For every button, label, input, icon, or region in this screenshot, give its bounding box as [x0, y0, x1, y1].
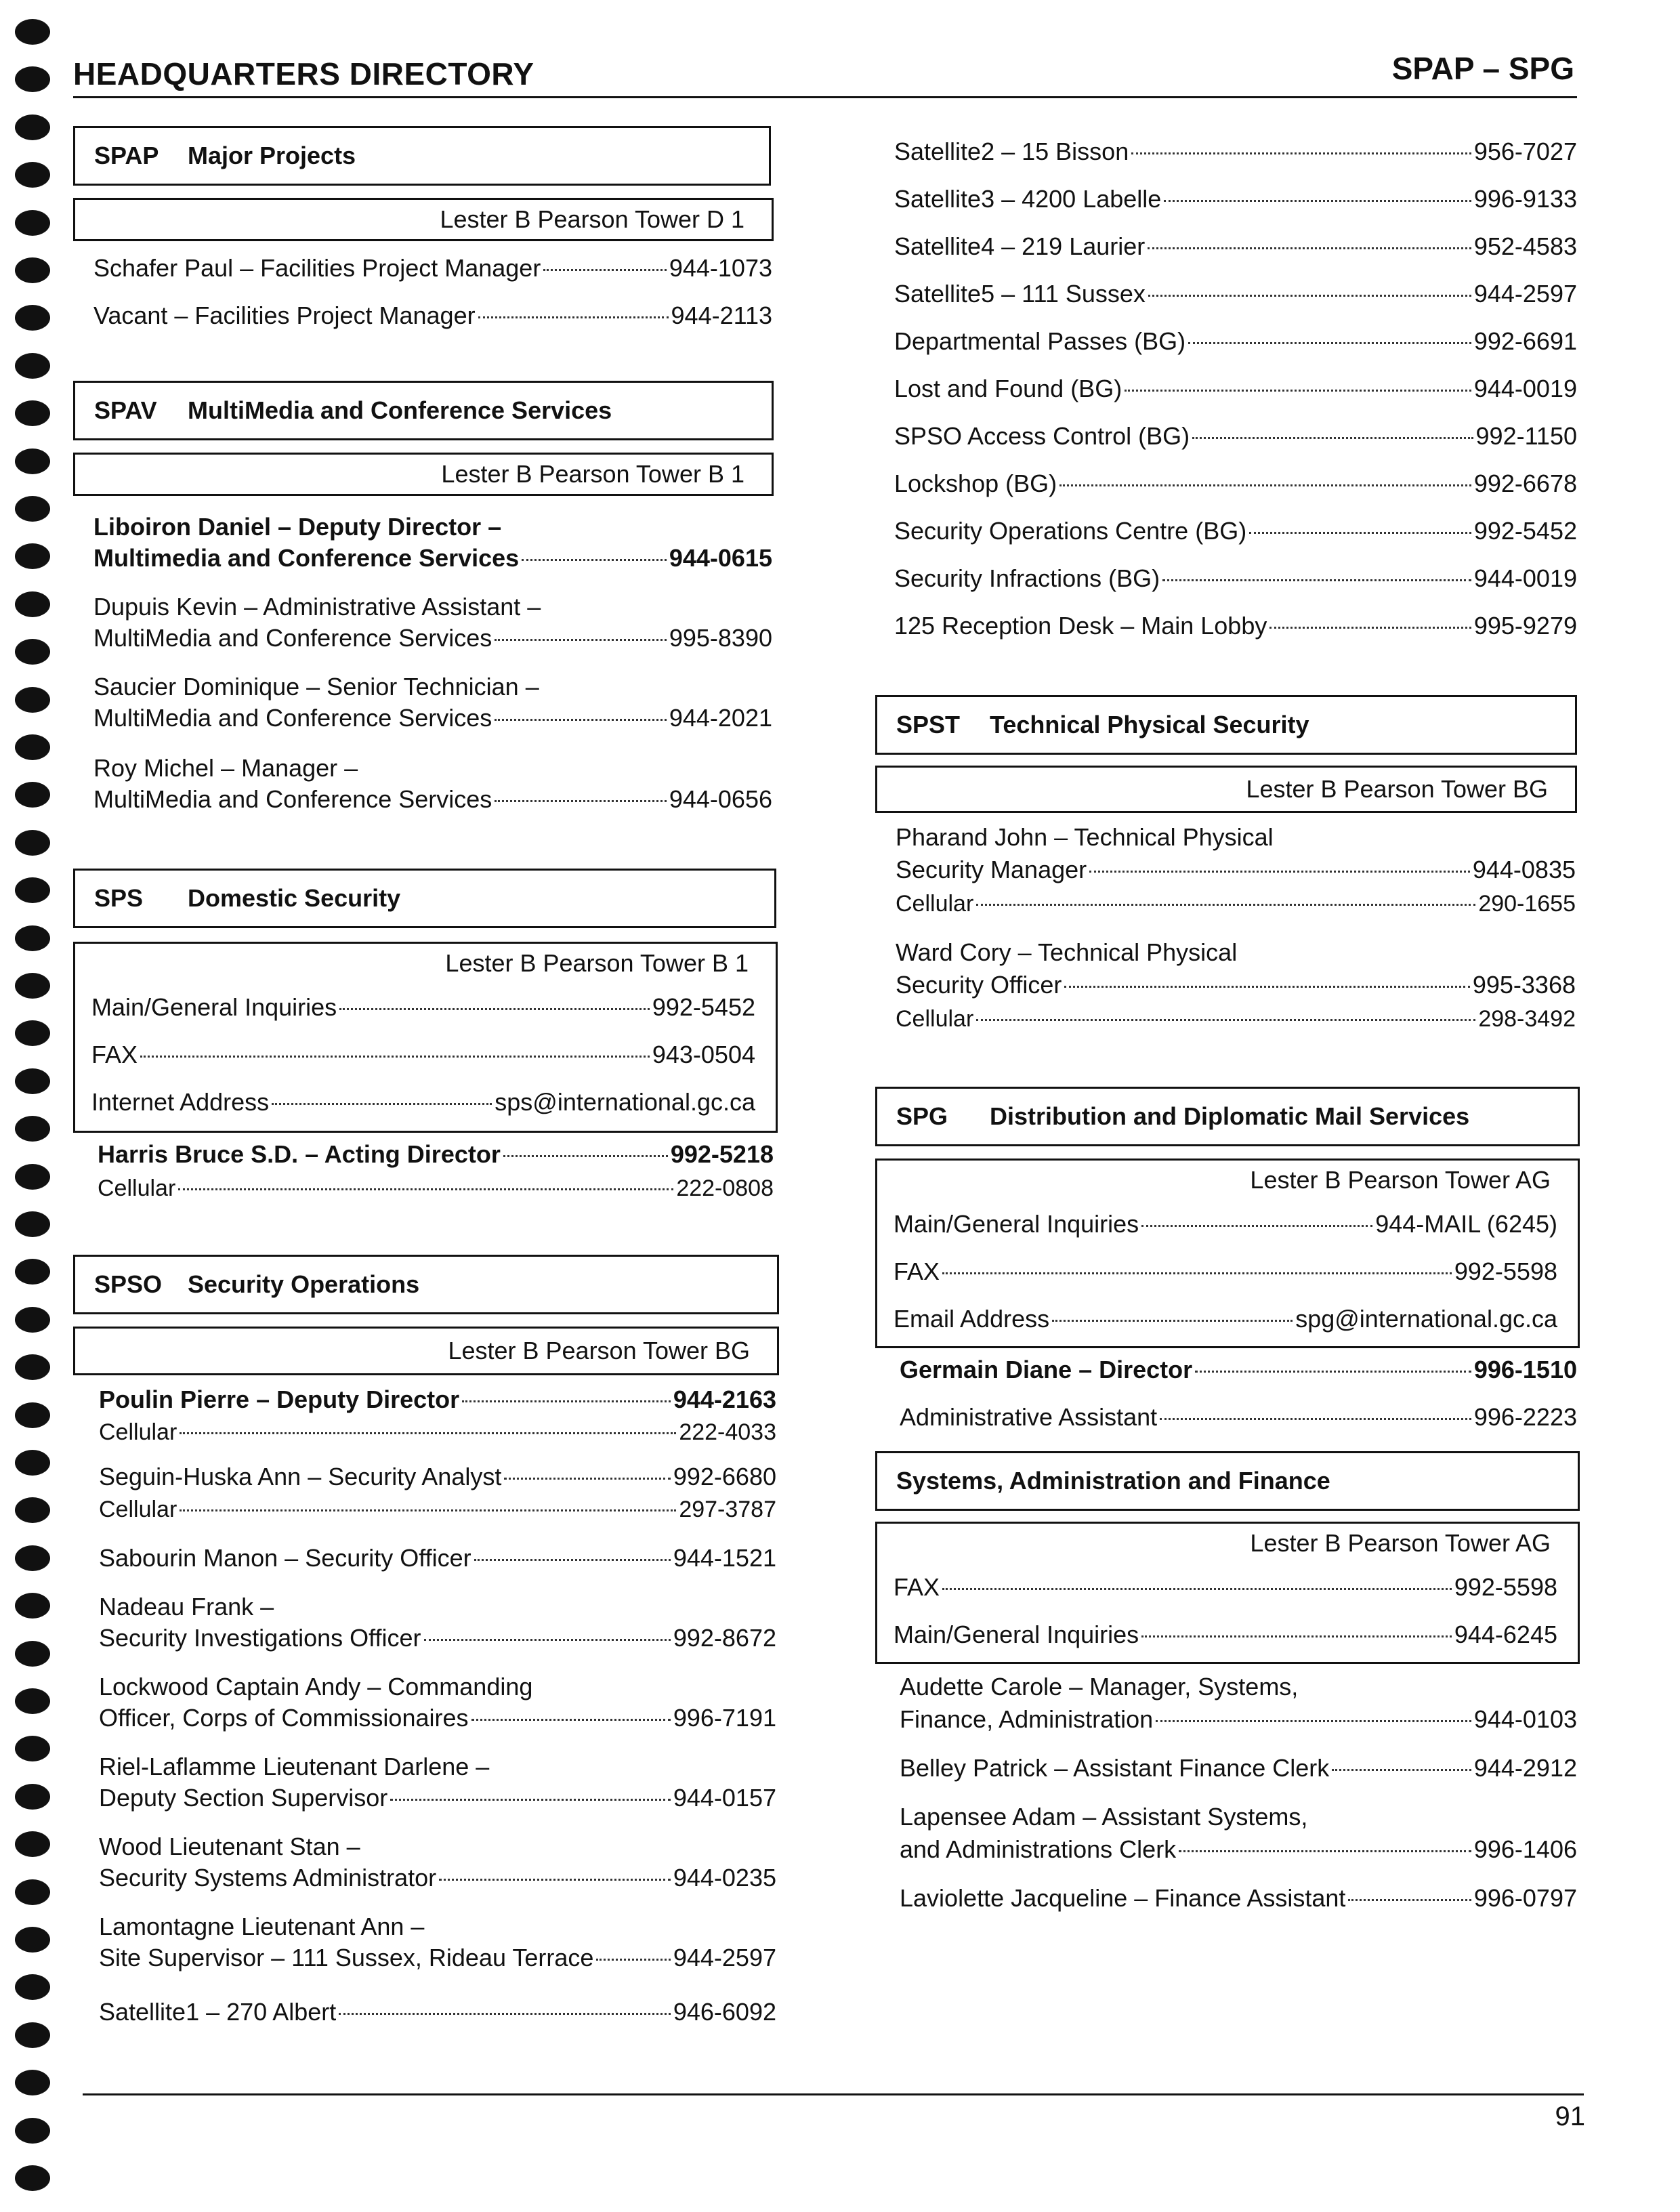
binder-hole — [15, 1116, 50, 1142]
section-header-spso — [73, 1255, 779, 1314]
section-name: Systems, Administration and Finance — [896, 1467, 1330, 1495]
binder-hole — [15, 1259, 50, 1285]
entry-name: Liboiron Daniel – Deputy Director – — [93, 513, 502, 541]
list-item: Cellular 298-3492 — [896, 1006, 1576, 1032]
list-item: Germain Diane – Director 996-1510 — [900, 1356, 1577, 1383]
binder-hole — [15, 973, 50, 999]
list-item: Administrative Assistant 996-2223 — [900, 1403, 1577, 1431]
list-item: Email Address spg@international.gc.ca — [894, 1305, 1557, 1333]
entry-name: Lockwood Captain Andy – Commanding — [99, 1673, 533, 1700]
section-code: SPG — [896, 1102, 948, 1130]
entry-name: Riel-Laflamme Lieutenant Darlene – — [99, 1753, 490, 1780]
binder-hole — [15, 2070, 50, 2095]
binder-hole — [15, 66, 50, 92]
list-item: FAX 992-5598 — [894, 1257, 1557, 1285]
entry-name: Lamontagne Lieutenant Ann – — [99, 1913, 425, 1940]
binder-hole — [15, 448, 50, 474]
list-item: FAX 943-0504 — [91, 1041, 755, 1068]
list-item: MultiMedia and Conference Services 944-0656 — [93, 785, 772, 813]
section-name: Major Projects — [188, 142, 356, 169]
footer-rule — [83, 2093, 1584, 2095]
section-code: SPSO — [94, 1270, 163, 1298]
binder-holes — [15, 0, 56, 2212]
section-code: SPAP — [94, 142, 159, 169]
general-info-saf — [875, 1522, 1580, 1664]
list-item: Belley Patrick – Assistant Finance Clerk 944-2912 — [900, 1754, 1577, 1782]
list-item: Cellular 222-4033 — [99, 1419, 776, 1445]
list-item: Cellular 290-1655 — [896, 891, 1576, 917]
binder-hole — [15, 257, 50, 283]
list-item: Vacant – Facilities Project Manager 944-2113 — [93, 301, 772, 329]
list-item: Security Investigations Officer 992-8672 — [99, 1624, 776, 1652]
list-item: Security Operations Centre (BG) 992-5452 — [894, 517, 1577, 545]
entry-name: Lapensee Adam – Assistant Systems, — [900, 1803, 1308, 1831]
list-item: Deputy Section Supervisor 944-0157 — [99, 1784, 776, 1812]
section-header-spap — [73, 126, 771, 186]
binder-hole — [15, 1974, 50, 2000]
binder-hole — [15, 1068, 50, 1094]
binder-hole — [15, 2165, 50, 2191]
binder-hole — [15, 687, 50, 713]
list-item: Satellite2 – 15 Bisson 956-7027 — [894, 138, 1577, 165]
section-name: Security Operations — [188, 1270, 420, 1298]
list-item: Satellite3 – 4200 Labelle 996-9133 — [894, 185, 1577, 213]
list-item: and Administrations Clerk 996-1406 — [900, 1835, 1577, 1863]
list-item: Cellular 222-0808 — [98, 1175, 774, 1201]
binder-hole — [15, 543, 50, 569]
list-item: Security Infractions (BG) 944-0019 — [894, 564, 1577, 592]
list-item: Satellite5 – 111 Sussex 944-2597 — [894, 280, 1577, 308]
location-spap: Lester B Pearson Tower D 1 — [73, 198, 774, 241]
binder-hole — [15, 1879, 50, 1905]
location-spg: Lester B Pearson Tower AG — [1250, 1166, 1551, 1194]
list-item: Officer, Corps of Commissionaires 996-7191 — [99, 1704, 776, 1732]
binder-hole — [15, 925, 50, 951]
binder-hole — [15, 1020, 50, 1046]
section-header-saf — [875, 1451, 1580, 1511]
location-sps: Lester B Pearson Tower B 1 — [445, 949, 749, 977]
binder-hole — [15, 1641, 50, 1667]
binder-hole — [15, 2022, 50, 2048]
binder-hole — [15, 639, 50, 665]
binder-hole — [15, 210, 50, 236]
location-saf: Lester B Pearson Tower AG — [1250, 1529, 1551, 1557]
binder-hole — [15, 1736, 50, 1761]
section-name: MultiMedia and Conference Services — [188, 396, 612, 424]
binder-hole — [15, 353, 50, 379]
binder-hole — [15, 496, 50, 522]
list-item: 125 Reception Desk – Main Lobby 995-9279 — [894, 612, 1577, 640]
location-spso: Lester B Pearson Tower BG — [73, 1327, 779, 1375]
list-item: Laviolette Jacqueline – Finance Assistant 996-0797 — [900, 1884, 1577, 1912]
entry-name: Nadeau Frank – — [99, 1593, 274, 1621]
binder-hole — [15, 877, 50, 903]
entry-name: Audette Carole – Manager, Systems, — [900, 1673, 1299, 1700]
list-item: Departmental Passes (BG) 992-6691 — [894, 327, 1577, 355]
list-item: Cellular 297-3787 — [99, 1497, 776, 1522]
list-item: Harris Bruce S.D. – Acting Director 992-5218 — [98, 1140, 774, 1168]
list-item: FAX 992-5598 — [894, 1573, 1557, 1601]
entry-name: Saucier Dominique – Senior Technician – — [93, 673, 539, 701]
list-item: Satellite1 – 270 Albert 946-6092 — [99, 1998, 776, 2026]
list-item: Main/General Inquiries 992-5452 — [91, 993, 755, 1021]
binder-hole — [15, 1831, 50, 1857]
binder-hole — [15, 19, 50, 45]
section-header-sps — [73, 869, 776, 928]
page-title: HEADQUARTERS DIRECTORY — [73, 56, 534, 91]
list-item: Security Systems Administrator 944-0235 — [99, 1864, 776, 1892]
section-code: SPAV — [94, 396, 157, 424]
binder-hole — [15, 1593, 50, 1619]
binder-hole — [15, 1545, 50, 1571]
list-item: MultiMedia and Conference Services 944-2021 — [93, 704, 772, 732]
section-header-spav — [73, 381, 774, 440]
binder-hole — [15, 1688, 50, 1714]
binder-hole — [15, 1211, 50, 1237]
section-code: SPST — [896, 711, 961, 738]
list-item: Seguin-Huska Ann – Security Analyst 992-6680 — [99, 1463, 776, 1490]
list-item: MultiMedia and Conference Services 995-8390 — [93, 624, 772, 652]
binder-hole — [15, 1497, 50, 1523]
binder-hole — [15, 162, 50, 188]
list-item: Lost and Found (BG) 944-0019 — [894, 375, 1577, 402]
section-header-spg — [875, 1087, 1580, 1146]
entry-name: Ward Cory – Technical Physical — [896, 938, 1238, 966]
binder-hole — [15, 830, 50, 856]
binder-hole — [15, 591, 50, 617]
entry-name: Pharand John – Technical Physical — [896, 823, 1274, 851]
binder-hole — [15, 734, 50, 760]
entry-name: Roy Michel – Manager – — [93, 754, 358, 782]
general-info-sps — [73, 942, 778, 1133]
location-spst: Lester B Pearson Tower BG — [875, 766, 1577, 813]
binder-hole — [15, 1784, 50, 1810]
binder-hole — [15, 782, 50, 808]
list-item: Poulin Pierre – Deputy Director 944-2163 — [99, 1385, 776, 1413]
general-info-spg — [875, 1159, 1580, 1348]
list-item: Sabourin Manon – Security Officer 944-1521 — [99, 1544, 776, 1572]
list-item: Multimedia and Conference Services 944-0615 — [93, 544, 772, 572]
list-item: Main/General Inquiries 944-MAIL (6245) — [894, 1210, 1557, 1238]
binder-hole — [15, 305, 50, 331]
binder-hole — [15, 1164, 50, 1190]
page-range: SPAP – SPG — [1391, 51, 1574, 86]
list-item: Internet Address sps@international.gc.ca — [91, 1088, 755, 1116]
header-rule — [73, 96, 1577, 98]
section-header-spst — [875, 695, 1577, 755]
binder-hole — [15, 1927, 50, 1953]
binder-hole — [15, 1402, 50, 1428]
list-item: Schafer Paul – Facilities Project Manager 944-1073 — [93, 254, 772, 282]
section-code: SPS — [94, 884, 144, 912]
entry-name: Wood Lieutenant Stan – — [99, 1833, 360, 1860]
binder-hole — [15, 1354, 50, 1380]
binder-hole — [15, 1450, 50, 1476]
list-item: Main/General Inquiries 944-6245 — [894, 1621, 1557, 1648]
list-item: Site Supervisor – 111 Sussex, Rideau Terrace 944-2597 — [99, 1944, 776, 1971]
binder-hole — [15, 2118, 50, 2144]
section-name: Technical Physical Security — [990, 711, 1309, 738]
binder-hole — [15, 400, 50, 426]
section-name: Distribution and Diplomatic Mail Services — [990, 1102, 1470, 1130]
location-spav: Lester B Pearson Tower B 1 — [73, 453, 774, 496]
list-item: SPSO Access Control (BG) 992-1150 — [894, 422, 1577, 450]
list-item: Lockshop (BG) 992-6678 — [894, 469, 1577, 497]
binder-hole — [15, 1307, 50, 1333]
list-item: Security Officer 995-3368 — [896, 971, 1576, 999]
section-name: Domestic Security — [188, 884, 401, 912]
entry-name: Dupuis Kevin – Administrative Assistant – — [93, 593, 541, 621]
binder-hole — [15, 114, 50, 140]
list-item: Security Manager 944-0835 — [896, 856, 1576, 883]
page-number: 91 — [1555, 2102, 1585, 2131]
list-item: Finance, Administration 944-0103 — [900, 1705, 1577, 1733]
list-item: Satellite4 – 219 Laurier 952-4583 — [894, 232, 1577, 260]
